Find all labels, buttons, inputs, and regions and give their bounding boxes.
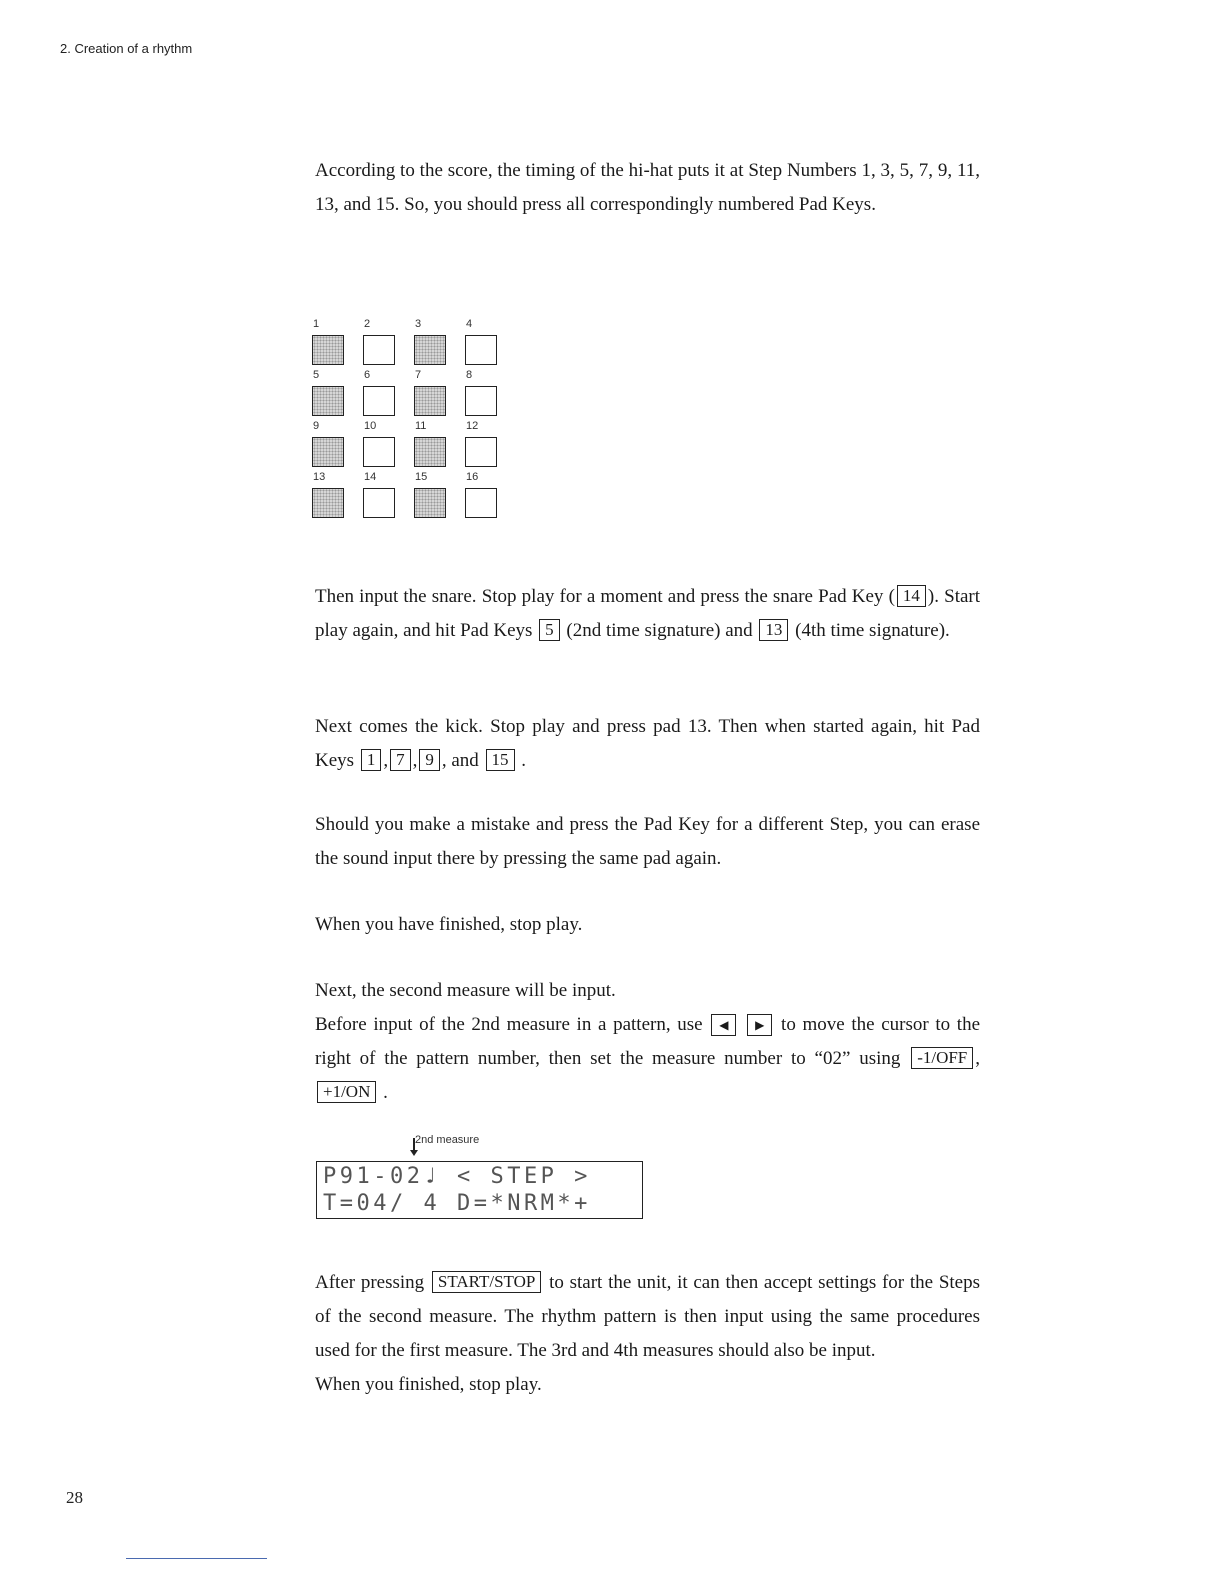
pad-key-3-selected xyxy=(414,335,446,365)
pad-key-5: 5 xyxy=(539,619,560,641)
paragraph-stop: When you have finished, stop play. xyxy=(315,914,583,935)
pad-key-6 xyxy=(363,386,395,416)
pad-key-13-selected xyxy=(312,488,344,518)
pad-key-9: 9 xyxy=(419,749,440,771)
snare-text-b: . Start play again, and hit Pad Keys xyxy=(315,586,981,641)
cursor-left-key: ◀ xyxy=(711,1014,736,1036)
plus-on-key: +1/ON xyxy=(317,1081,376,1103)
pad-key-2 xyxy=(363,335,395,365)
pad-number: 6 xyxy=(364,369,371,381)
paragraph-kick: Next comes the kick. Stop play and press pad 13. Then when started again, hit Pad Keys 1 , 7 , 9 , and 15 . xyxy=(315,716,980,771)
second-measure-text-b: Before input of the 2nd measure in a pattern, use xyxy=(315,1014,703,1035)
snare-text-a: Then input the snare. Stop play for a moment and press the snare Pad Key xyxy=(315,586,884,607)
pad-key-12 xyxy=(465,437,497,467)
pad-key-5-selected xyxy=(312,386,344,416)
pad-key-4 xyxy=(465,335,497,365)
pad-number: 7 xyxy=(415,369,422,381)
lcd-annotation: 2nd measure xyxy=(415,1134,480,1146)
pad-number: 3 xyxy=(415,318,422,330)
pad-number: 12 xyxy=(466,420,479,432)
pad-number: 15 xyxy=(415,471,428,483)
pad-number: 2 xyxy=(364,318,371,330)
pad-key-14: 14 xyxy=(897,585,926,607)
pad-number: 9 xyxy=(313,420,320,432)
pad-key-14 xyxy=(363,488,395,518)
start-stop-text-a: After pressing xyxy=(315,1272,425,1293)
paragraph-snare: Then input the snare. Stop play for a moment and press the snare Pad Key ( 14 ). Start play again, and hit Pad Keys 5 (2nd time signature) and 13 (4th time signature). xyxy=(315,586,981,641)
pad-key-grid xyxy=(312,318,512,528)
second-measure-intro: Next, the second measure will be input. xyxy=(315,980,616,1001)
start-stop-key: START/STOP xyxy=(432,1271,541,1293)
paragraph-start-stop xyxy=(315,1266,980,1402)
paragraph-second-measure: Next, the second measure will be input. Before input of the 2nd measure in a pattern, use ◀ ▶ to move the cursor to the right of the pattern number, then set the measure number to “02” using -1/OFF ,+1/ON . xyxy=(315,974,980,1110)
kick-text: Next comes the kick. Stop play and press pad 13. Then when started again, hit Pad Keys xyxy=(315,716,980,771)
minus-off-key: -1/OFF xyxy=(911,1047,973,1069)
section-header: 2. Creation of a rhythm xyxy=(60,41,193,56)
pad-key-15: 15 xyxy=(486,749,515,771)
lcd-line-2: T=04/ 4 D=*NRM*+ xyxy=(323,1191,591,1216)
pad-key-13: 13 xyxy=(759,619,788,641)
pad-number: 5 xyxy=(313,369,320,381)
pad-key-11-selected xyxy=(414,437,446,467)
snare-text-c: (2nd time signature) and xyxy=(566,620,753,641)
cursor-right-key: ▶ xyxy=(747,1014,772,1036)
pad-number: 10 xyxy=(364,420,377,432)
footer-rule xyxy=(126,1558,267,1559)
second-measure-text-c: to move the cursor to the right of the pattern number, then set the measure number to “02” using xyxy=(315,1014,981,1069)
pad-number: 8 xyxy=(466,369,473,381)
pad-key-16 xyxy=(465,488,497,518)
pad-key-1: 1 xyxy=(361,749,382,771)
pad-number: 11 xyxy=(415,420,427,432)
paragraph-mistake: Should you make a mistake and press the Pad Key for a different Step, you can erase the sound input there by pressing the same pad again. xyxy=(315,814,980,869)
snare-text-d: (4th time signature). xyxy=(795,620,950,641)
pad-key-15-selected xyxy=(414,488,446,518)
pad-key-1-selected xyxy=(312,335,344,365)
pad-key-10 xyxy=(363,437,395,467)
pad-number: 16 xyxy=(466,471,479,483)
pad-key-9-selected xyxy=(312,437,344,467)
page-number: 28 xyxy=(66,1488,83,1507)
lcd-display xyxy=(316,1161,643,1219)
arrow-down-icon xyxy=(410,1150,418,1156)
paragraph-hihat: According to the score, the timing of the hi-hat puts it at Step Numbers 1, 3, 5, 7, 9, 11, 13, and 15. So, you should press all correspondingly numbered Pad Keys. xyxy=(315,160,980,215)
pad-number: 4 xyxy=(466,318,473,330)
start-stop-text-c: When you finished, stop play. xyxy=(315,1374,542,1395)
kick-and: and xyxy=(451,750,479,771)
start-stop-text-b: to start the unit, it can then accept settings for the Steps of the second measure. The rhythm pattern is then input using the same procedures used for the first measure. The 3rd and 4th measures should also be input. xyxy=(315,1272,981,1361)
pad-key-7-selected xyxy=(414,386,446,416)
pad-number: 13 xyxy=(313,471,326,483)
pad-number: 14 xyxy=(364,471,377,483)
pad-key-7: 7 xyxy=(390,749,411,771)
lcd-line-1: P91-02♩ < STEP > xyxy=(323,1164,591,1189)
pad-key-8 xyxy=(465,386,497,416)
pad-number: 1 xyxy=(313,318,320,330)
